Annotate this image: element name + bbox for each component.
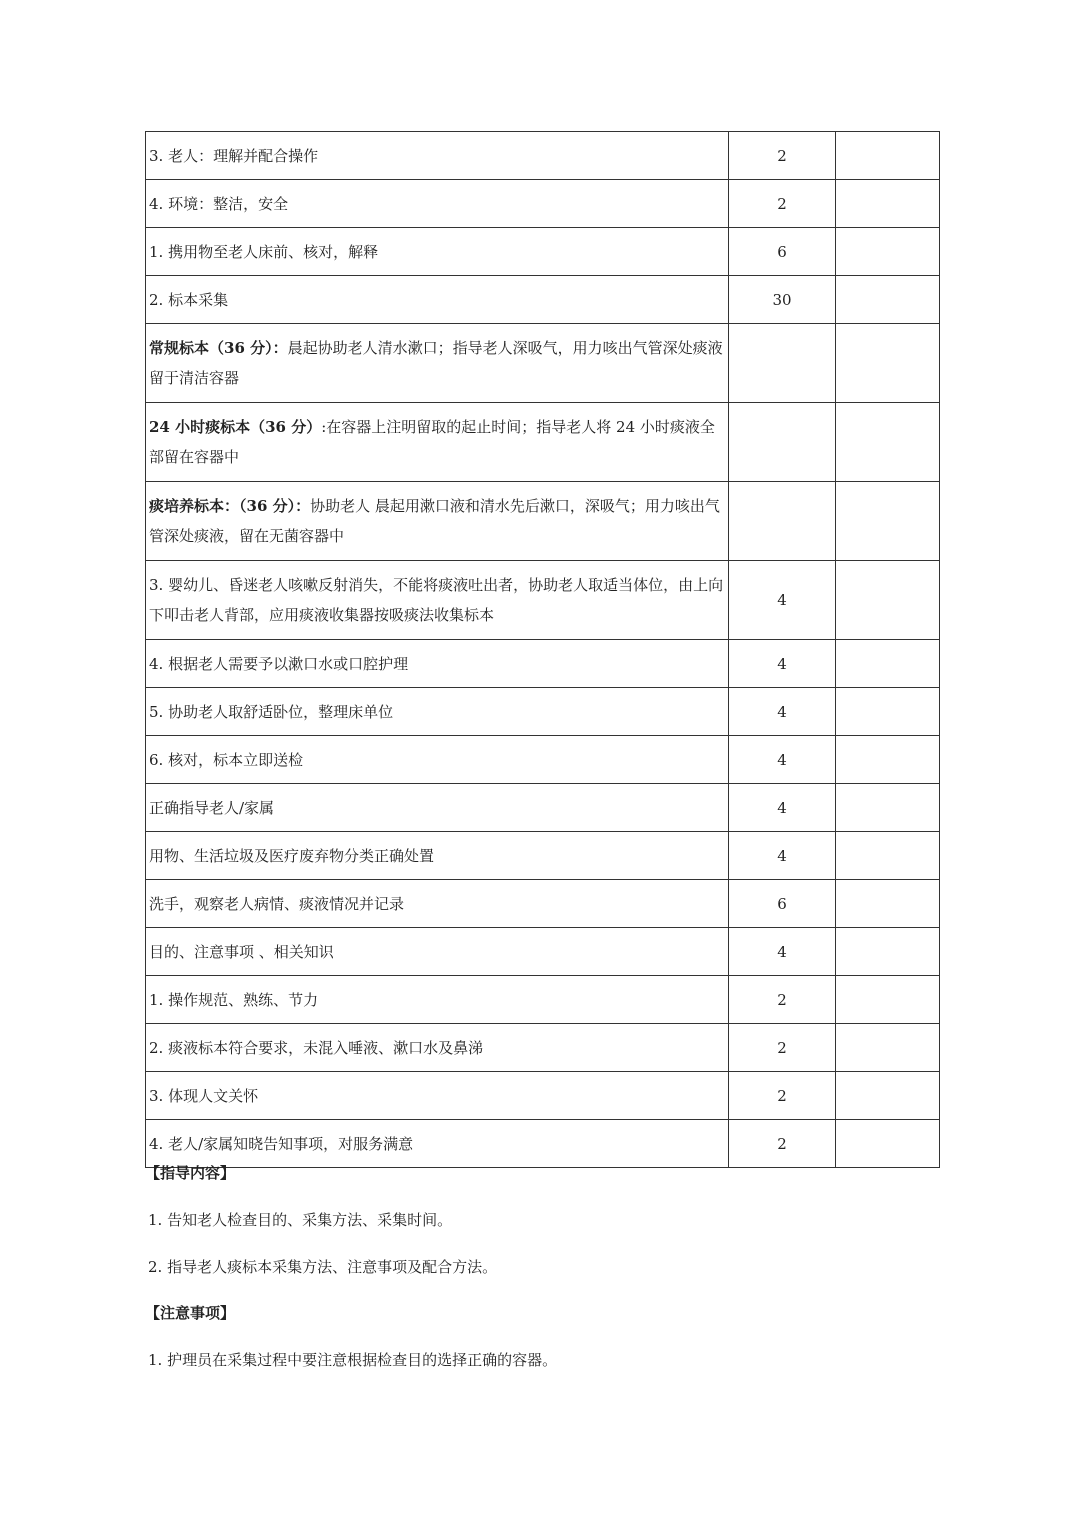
notes-item: 1. 护理员在采集过程中要注意根据检查目的选择正确的容器。 [148,1351,558,1369]
item-cell [146,832,729,880]
table-row [146,180,940,228]
score-cell: 2 [729,132,836,180]
score-cell: 6 [729,880,836,928]
table-row [146,928,940,976]
deduction-cell [836,736,940,784]
table-row [146,132,940,180]
deduction-cell [836,403,940,482]
item-text: :在容器上注明留取的起止时间；指导老人将 24 小时痰液全部留在容器中 [149,418,715,466]
score-cell: 4 [729,688,836,736]
item-lead: 24 小时痰标本（36 分） [149,418,322,436]
item-text: 2. 标本采集 [149,290,229,309]
item-cell [146,640,729,688]
guidance-heading: 【指导内容】 [145,1164,236,1182]
item-text: 目的、注意事项 、相关知识 [149,942,334,961]
table-row [146,640,940,688]
table-row [146,482,940,561]
item-text: 3. 婴幼儿、昏迷老人咳嗽反射消失，不能将痰液吐出者，协助老人取适当体位，由上向下叩击老人背部，应用痰液收集器按吸痰法收集标本 [149,576,724,624]
score-cell: 2 [729,1072,836,1120]
score-cell: 4 [729,832,836,880]
deduction-cell [836,880,940,928]
table-row [146,1120,940,1168]
item-cell [146,784,729,832]
score-cell: 4 [729,928,836,976]
score-cell: 4 [729,784,836,832]
score-cell [729,403,836,482]
table-row [146,403,940,482]
deduction-cell [836,1072,940,1120]
scoring-table [145,131,940,1168]
guidance-item: 1. 告知老人检查目的、采集方法、采集时间。 [148,1211,453,1229]
table-row [146,276,940,324]
score-cell: 2 [729,1120,836,1168]
score-cell: 4 [729,640,836,688]
score-cell: 6 [729,228,836,276]
guidance-item: 2. 指导老人痰标本采集方法、注意事项及配合方法。 [148,1258,498,1276]
table-row [146,688,940,736]
deduction-cell [836,324,940,403]
item-cell [146,324,729,403]
score-cell [729,324,836,403]
deduction-cell [836,132,940,180]
deduction-cell [836,1120,940,1168]
item-text: 晨起协助老人清水漱口；指导老人深吸气，用力咳出气管深处痰液留于清洁容器 [149,339,723,387]
table-row [146,880,940,928]
deduction-cell [836,640,940,688]
item-text: 用物、生活垃圾及医疗废弃物分类正确处置 [149,846,435,865]
item-text: 3. 体现人文关怀 [149,1086,259,1105]
score-cell: 2 [729,976,836,1024]
item-text: 5. 协助老人取舒适卧位，整理床单位 [149,702,394,721]
item-cell [146,976,729,1024]
score-cell [729,482,836,561]
item-text: 4. 老人/家属知晓告知事项，对服务满意 [149,1134,414,1153]
item-text: 2. 痰液标本符合要求，未混入唾液、漱口水及鼻涕 [149,1038,484,1057]
table-row [146,324,940,403]
item-text: 正确指导老人/家属 [149,798,275,817]
table-row [146,228,940,276]
item-cell [146,132,729,180]
score-cell: 4 [729,736,836,784]
deduction-cell [836,688,940,736]
item-text: 协助老人 晨起用漱口液和清水先后漱口，深吸气；用力咳出气管深处痰液，留在无菌容器中 [149,497,720,545]
item-lead: 常规标本（36 分）： [149,339,288,357]
item-cell [146,1120,729,1168]
deduction-cell [836,784,940,832]
item-text: 洗手，观察老人病情、痰液情况并记录 [149,894,405,913]
deduction-cell [836,976,940,1024]
deduction-cell [836,228,940,276]
item-cell [146,880,729,928]
score-cell: 4 [729,561,836,640]
item-cell [146,228,729,276]
table-row [146,976,940,1024]
table-row [146,561,940,640]
deduction-cell [836,561,940,640]
table-row [146,1024,940,1072]
item-cell [146,736,729,784]
item-cell [146,688,729,736]
table-row [146,1072,940,1120]
deduction-cell [836,928,940,976]
item-text: 4. 环境：整洁，安全 [149,194,289,213]
table-row [146,736,940,784]
item-cell [146,561,729,640]
notes-heading: 【注意事项】 [145,1304,236,1322]
deduction-cell [836,276,940,324]
item-cell [146,1024,729,1072]
item-cell [146,276,729,324]
item-cell [146,482,729,561]
score-cell: 2 [729,1024,836,1072]
table-row [146,784,940,832]
deduction-cell [836,180,940,228]
item-cell [146,1072,729,1120]
item-text: 1. 操作规范、熟练、节力 [149,990,319,1009]
table-row [146,832,940,880]
table-body [146,132,940,1168]
item-cell [146,403,729,482]
deduction-cell [836,832,940,880]
deduction-cell [836,1024,940,1072]
item-text: 4. 根据老人需要予以漱口水或口腔护理 [149,654,409,673]
score-cell: 30 [729,276,836,324]
item-text: 6. 核对，标本立即送检 [149,750,304,769]
score-cell: 2 [729,180,836,228]
item-cell [146,928,729,976]
item-lead: 痰培养标本：（36 分）： [149,497,311,515]
deduction-cell [836,482,940,561]
item-cell [146,180,729,228]
item-text: 3. 老人：理解并配合操作 [149,146,319,165]
item-text: 1. 携用物至老人床前、核对，解释 [149,242,379,261]
